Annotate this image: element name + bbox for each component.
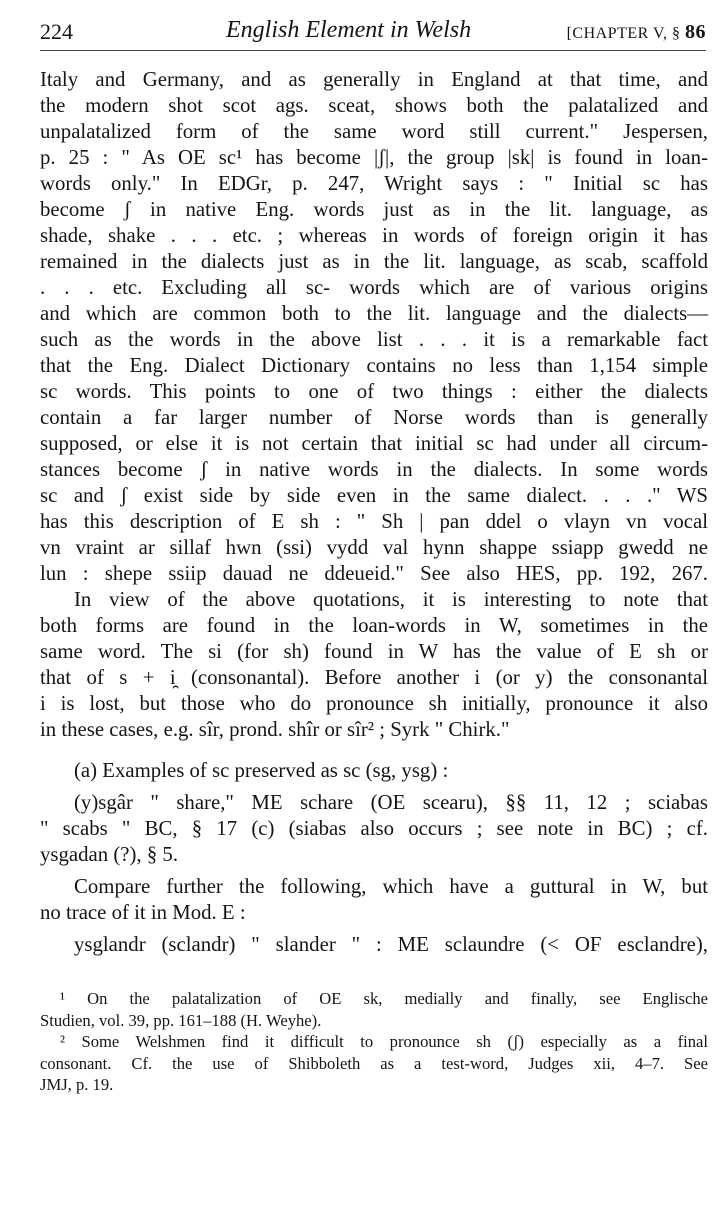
section-heading-line: (a) Examples of sc preserved as sc (sg, ysg) :: [74, 759, 449, 782]
text-line: lun : shepe ssiip dauad ne ddeueid." See also HES, pp. 192, 267.: [40, 562, 708, 585]
text-line: ysglandr (sclandr) " slander " : ME sclaundre (< OF esclandre),: [74, 933, 708, 956]
text-line: shade, shake . . . etc. ; whereas in words of foreign origin it has: [40, 224, 708, 247]
text-line: i is lost, but those who do pronounce sh initially, pronounce it also: [40, 692, 708, 715]
footnotes: [40, 988, 708, 1096]
text-line: Italy and Germany, and as generally in England at that time, and: [40, 68, 708, 91]
text-line: become ʃ in native Eng. words just as in the lit. language, as: [40, 198, 708, 221]
text-line: in these cases, e.g. sîr, prond. shîr or sîr² ; Syrk " Chirk.": [40, 718, 510, 741]
text-line: sc and ʃ exist side by side even in the same dialect. . . ." WS: [40, 484, 708, 507]
footnote-line: Studien, vol. 39, pp. 161–188 (H. Weyhe).: [40, 1010, 322, 1030]
running-header: [40, 16, 706, 51]
running-title: English Element in Welsh: [226, 17, 472, 43]
chapter-label: [CHAPTER V, §: [566, 25, 681, 42]
text-line: " scabs " BC, § 17 (c) (siabas also occurs ; see note in BC) ; cf.: [40, 817, 708, 840]
text-line: Compare further the following, which have a guttural in W, but: [74, 875, 708, 898]
text-line: sc words. This points to one of two things : either the dialects: [40, 380, 708, 403]
text-line: that of s + i̯ (consonantal). Before another i (or y) the consonantal: [40, 666, 708, 689]
text-line: vn vraint ar sillaf hwn (ssi) vydd val hynn shappe ssiapp gwedd ne: [40, 536, 708, 559]
text-line: p. 25 : " As OE sc¹ has become |ʃ|, the group |sk| is found in loan-: [40, 146, 708, 169]
text-line: both forms are found in the loan-words in W, sometimes in the: [40, 614, 708, 637]
footnote-line: JMJ, p. 19.: [40, 1075, 114, 1094]
footnote-line: ¹ On the palatalization of OE sk, medially and finally, see Englische: [60, 989, 708, 1008]
text-line: . . . etc. Excluding all sc- words which are of various origins: [40, 276, 708, 299]
text-line: words only." In EDGr, p. 247, Wright says : " Initial sc has: [40, 172, 708, 195]
footnote-line: consonant. Cf. the use of Shibboleth as a test-word, Judges xii, 4–7. See: [40, 1053, 708, 1073]
text-line: has this description of E sh : " Sh | pan ddel o vlayn vn vocal: [40, 510, 708, 533]
text-line: that the Eng. Dialect Dictionary contains no less than 1,154 simple: [40, 354, 708, 377]
text-line: such as the words in the above list . . . it is a remarkable fact: [40, 328, 708, 351]
text-line: (y)sgâr " share," ME schare (OE scearu), §§ 11, 12 ; sciabas: [74, 791, 708, 814]
text-line: and which are common both to the lit. language and the dialects—: [40, 302, 708, 325]
text-line: remained in the dialects just as in the lit. language, as scab, scaffold: [40, 250, 708, 273]
footnote-line: ² Some Welshmen find it difficult to pronounce sh (ʃ) especially as a final: [60, 1032, 708, 1051]
text-line: unpalatalized form of the same word still current." Jespersen,: [40, 120, 708, 143]
text-line: contain a far larger number of Norse words than is generally: [40, 406, 708, 429]
body-text: [40, 67, 708, 958]
text-line: supposed, or else it is not certain that initial sc had under all circum-: [40, 432, 708, 455]
section-number: 86: [685, 21, 706, 43]
text-line: In view of the above quotations, it is interesting to note that: [74, 588, 708, 611]
text-line: no trace of it in Mod. E :: [40, 901, 246, 924]
text-line: stances become ʃ in native words in the dialects. In some words: [40, 458, 708, 481]
text-line: same word. The si (for sh) found in W has the value of E sh or: [40, 640, 708, 663]
chapter-reference: [567, 21, 706, 44]
text-line: ysgadan (?), § 5.: [40, 843, 179, 866]
page-number: 224: [40, 19, 73, 44]
text-line: the modern shot scot ags. sceat, shows both the palatalized and: [40, 94, 708, 117]
